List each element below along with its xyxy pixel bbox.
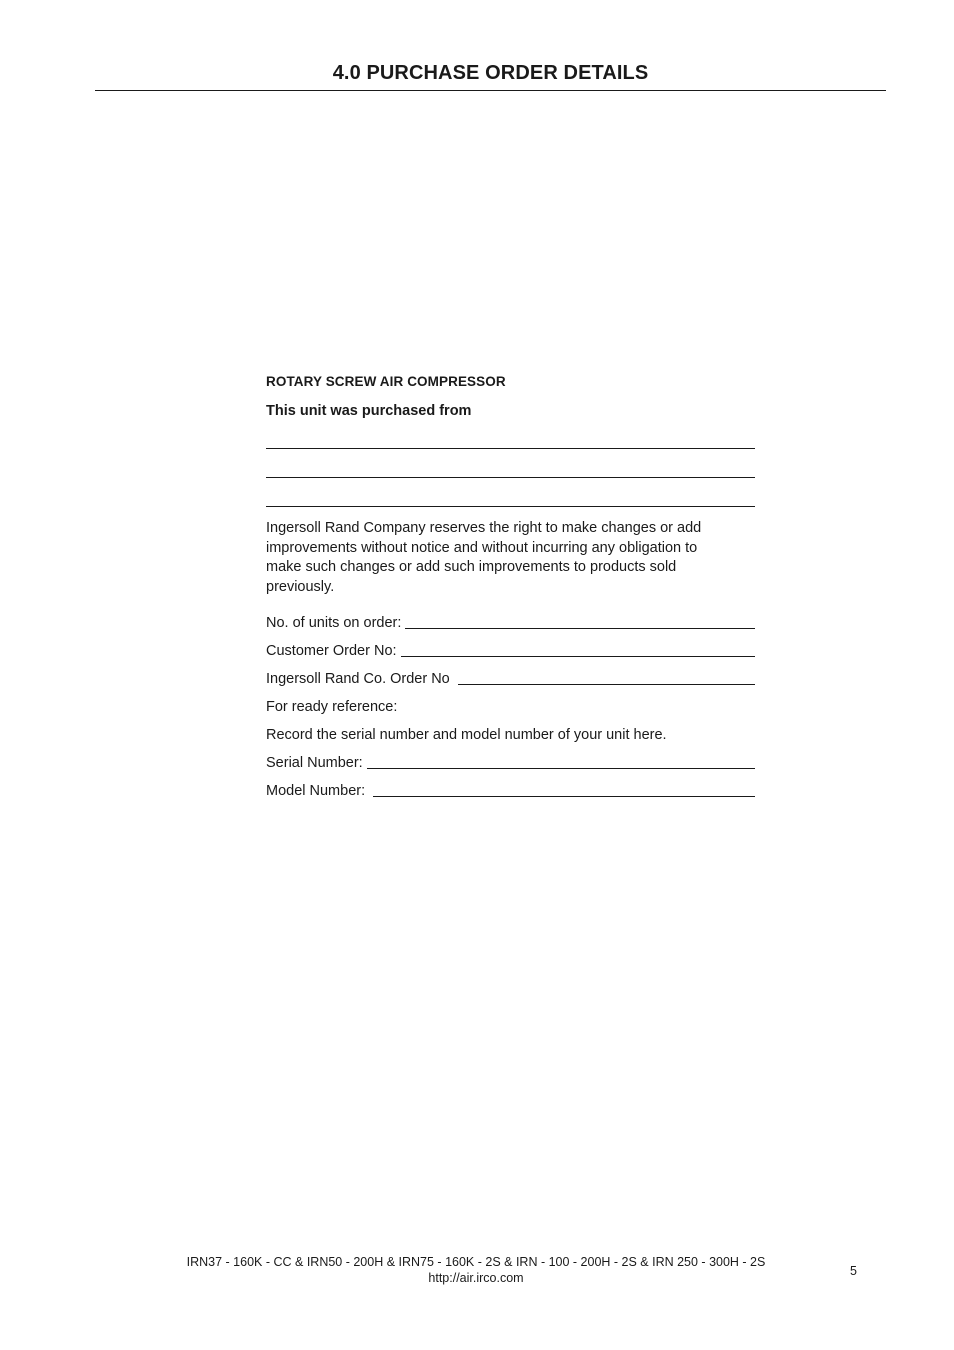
model-number-row [266, 771, 755, 799]
serial-number-label: Serial Number: [266, 755, 363, 771]
serial-number-row [266, 743, 755, 771]
customer-order-row [266, 631, 755, 659]
ir-order-row [266, 659, 755, 687]
model-number-label: Model Number: [266, 783, 366, 799]
form-heading: ROTARY SCREW AIR COMPRESSOR [266, 374, 506, 389]
footer-models: IRN37 - 160K - CC & IRN50 - 200H & IRN75 - 160K - 2S & IRN - 100 - 200H - 2S & IRN 250 - 300H - 2S [186, 1255, 766, 1269]
customer-order-field[interactable] [401, 642, 755, 657]
purchased-from-label: This unit was purchased from [266, 403, 472, 419]
ir-order-field[interactable] [458, 670, 755, 685]
model-number-field[interactable] [373, 782, 755, 797]
footer [100, 1254, 852, 1286]
units-on-order-row [266, 603, 755, 631]
units-on-order-field[interactable] [405, 614, 755, 629]
serial-number-field[interactable] [367, 754, 755, 769]
page-title: 4.0 PURCHASE ORDER DETAILS [332, 62, 649, 84]
purchased-from-line-2[interactable] [266, 449, 755, 478]
units-on-order-label: No. of units on order: [266, 615, 402, 631]
purchased-from-line-1[interactable] [266, 427, 755, 449]
customer-order-label: Customer Order No: [266, 643, 397, 659]
disclaimer-notice: Ingersoll Rand Company reserves the right to make changes or add improvements without notice and without incurring any obligation to make such changes or add such improvements to products sold previously. [266, 520, 702, 595]
title-divider [95, 90, 886, 91]
page-number: 5 [850, 1264, 857, 1278]
purchase-order-form [266, 374, 755, 799]
record-instruction-text: Record the serial number and model number of your unit here. [266, 727, 667, 743]
footer-url[interactable]: http://air.irco.com [428, 1271, 524, 1285]
ready-reference-text: For ready reference: [266, 699, 398, 715]
purchased-from-line-3[interactable] [266, 478, 755, 507]
ir-order-label: Ingersoll Rand Co. Order No [266, 671, 450, 687]
